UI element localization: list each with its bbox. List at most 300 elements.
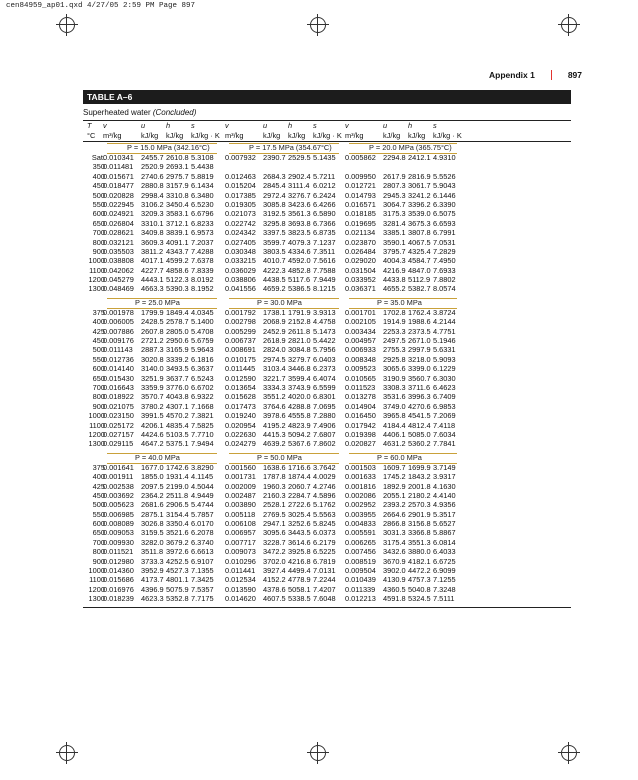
temperature-cell: 1200 — [88, 275, 105, 285]
v-cell: 0.027157 — [103, 429, 134, 439]
h-cell: 4592.0 — [288, 256, 311, 266]
v-cell: 0.010341 — [103, 153, 134, 162]
h-cell: 3776.0 — [166, 382, 189, 392]
s-cell: 7.4906 — [313, 420, 336, 430]
v-cell: 0.014904 — [345, 401, 376, 411]
u-cell: 3085.8 — [263, 199, 286, 209]
s-cell: 6.5230 — [191, 199, 214, 209]
v-cell: 0.013278 — [345, 392, 376, 402]
h-cell: 3276.7 — [288, 190, 311, 200]
u-cell: 1609.7 — [383, 462, 406, 472]
h-cell: 5085.0 — [408, 429, 431, 439]
u-cell: 3952.9 — [141, 566, 164, 576]
h-cell: 4823.9 — [288, 420, 311, 430]
v-cell: 0.017385 — [225, 190, 256, 200]
v-cell: 0.015686 — [103, 575, 134, 585]
s-cell: 6.4033 — [433, 547, 456, 557]
table-row — [83, 209, 571, 218]
s-cell: 6.8301 — [313, 392, 336, 402]
h-cell: 2722.6 — [288, 500, 311, 510]
h-cell: 2152.8 — [288, 317, 311, 327]
h-cell: 1791.9 — [288, 307, 311, 317]
v-cell: 0.002105 — [345, 317, 376, 327]
table-row — [83, 439, 571, 448]
u-cell: 2947.1 — [263, 519, 286, 529]
temperature-cell: 1300 — [88, 439, 105, 449]
table-row — [83, 345, 571, 354]
s-cell: 6.0814 — [433, 537, 456, 547]
temperature-cell: 350 — [92, 162, 105, 172]
s-cell: 5.9093 — [433, 354, 456, 364]
h-cell: 4020.0 — [288, 392, 311, 402]
v-cell: 0.001641 — [103, 462, 134, 472]
h-cell: 4757.3 — [408, 575, 431, 585]
h-cell: 4252.5 — [166, 556, 189, 566]
u-cell: 2160.3 — [263, 490, 286, 500]
v-cell: 0.010175 — [225, 354, 256, 364]
u-cell: 4195.2 — [263, 420, 286, 430]
v-cell: 0.006737 — [225, 336, 256, 346]
s-cell: 4.4758 — [313, 317, 336, 327]
v-cell: 0.012736 — [103, 354, 134, 364]
h-cell: 4079.3 — [288, 237, 311, 247]
h-cell: 5058.1 — [288, 584, 311, 594]
s-cell: 6.2179 — [313, 537, 336, 547]
h-cell: 4812.4 — [408, 420, 431, 430]
v-cell: 0.048469 — [103, 284, 134, 294]
u-cell: 3310.1 — [141, 218, 164, 228]
h-cell: 3679.2 — [166, 537, 189, 547]
v-cell: 0.013654 — [225, 382, 256, 392]
s-cell: 3.9313 — [313, 307, 336, 317]
table-row — [83, 557, 571, 566]
running-head-divider — [551, 70, 552, 80]
temperature-cell: 650 — [92, 373, 105, 383]
s-cell: 5.6527 — [433, 519, 456, 529]
s-cell: 7.6807 — [313, 429, 336, 439]
table-row — [83, 308, 571, 317]
h-cell: 4778.9 — [288, 575, 311, 585]
v-cell: 0.011445 — [225, 364, 256, 374]
column-header-u-g2: u — [263, 121, 268, 130]
s-cell: 7.1355 — [191, 566, 214, 576]
s-cell: 7.5111 — [433, 594, 455, 604]
temperature-cell: 1300 — [88, 284, 105, 294]
u-cell: 3927.4 — [263, 566, 286, 576]
s-cell: 6.4266 — [313, 199, 336, 209]
s-cell: 7.6378 — [191, 256, 214, 266]
h-cell: 3450.4 — [166, 199, 189, 209]
h-cell: 5122.3 — [166, 275, 189, 285]
u-cell: 3570.7 — [141, 392, 164, 402]
s-cell: 6.7991 — [433, 228, 456, 238]
pressure-label-2-1: P = 25.0 MPa — [135, 297, 180, 307]
v-cell: 0.025172 — [103, 420, 134, 430]
v-cell: 0.009176 — [103, 336, 134, 346]
u-cell: 3811.2 — [141, 246, 164, 256]
s-cell: 8.0574 — [433, 284, 456, 294]
s-cell: 5.8819 — [191, 171, 214, 181]
running-head — [489, 70, 582, 80]
s-cell: 5.7211 — [313, 171, 336, 181]
u-cell: 2618.9 — [263, 336, 286, 346]
h-cell: 4541.5 — [408, 411, 431, 421]
temperature-cell: 800 — [92, 392, 105, 402]
v-cell: 0.017942 — [345, 420, 376, 430]
u-cell: 3670.9 — [383, 556, 406, 566]
h-cell: 4584.7 — [408, 256, 431, 266]
column-header-s-g3: s — [433, 121, 437, 130]
s-cell: 7.0131 — [313, 566, 336, 576]
s-cell: 7.1255 — [433, 575, 456, 585]
h-cell: 4270.6 — [408, 401, 431, 411]
h-cell: 2001.8 — [408, 481, 431, 491]
s-cell: 7.4288 — [191, 246, 214, 256]
v-cell: 0.002798 — [225, 317, 256, 327]
u-cell: 2390.7 — [263, 153, 286, 162]
h-cell: 3551.3 — [408, 537, 431, 547]
pressure-label-2-2: P = 30.0 MPa — [257, 297, 302, 307]
v-cell: 0.014360 — [103, 566, 134, 576]
v-cell: 0.005862 — [345, 153, 376, 162]
h-cell: 1699.9 — [408, 462, 431, 472]
temperature-cell: 1000 — [88, 566, 105, 576]
h-cell: 4847.0 — [408, 265, 431, 275]
s-cell: 6.5075 — [433, 209, 456, 219]
v-cell: 0.018239 — [103, 594, 134, 604]
temperature-cell: 1200 — [88, 429, 105, 439]
v-cell: 0.015204 — [225, 181, 256, 191]
v-cell: 0.007886 — [103, 326, 134, 336]
temperature-cell: 600 — [92, 364, 105, 374]
column-unit-h-g2: kJ/kg — [288, 131, 306, 140]
u-cell: 3590.1 — [383, 237, 406, 247]
page-number: 897 — [567, 70, 582, 80]
table-row — [83, 594, 571, 603]
s-cell: 4.5044 — [191, 481, 214, 491]
v-cell: 0.009523 — [345, 364, 376, 374]
u-cell: 1677.0 — [141, 462, 164, 472]
header-row-symbols — [83, 121, 571, 131]
v-cell: 0.028621 — [103, 228, 134, 238]
column-unit-u-g3: kJ/kg — [383, 131, 401, 140]
h-cell: 2412.1 — [408, 153, 431, 162]
u-cell: 4433.8 — [383, 275, 406, 285]
s-cell: 7.9449 — [313, 275, 336, 285]
v-cell: 0.036371 — [345, 284, 376, 294]
v-cell: 0.005299 — [225, 326, 256, 336]
table-caption — [83, 108, 196, 117]
h-cell: 3399.0 — [408, 364, 431, 374]
temperature-cell: 450 — [92, 336, 105, 346]
table-row — [83, 284, 571, 293]
h-cell: 5386.5 — [288, 284, 311, 294]
pressure-row-1 — [83, 142, 571, 153]
v-cell: 0.027405 — [225, 237, 256, 247]
v-cell: 0.038808 — [103, 256, 134, 266]
u-cell: 2393.2 — [383, 500, 406, 510]
u-cell: 4438.5 — [263, 275, 286, 285]
temperature-cell: 1300 — [88, 594, 105, 604]
h-cell: 4801.1 — [166, 575, 189, 585]
v-cell: 0.006265 — [345, 537, 376, 547]
table-row — [83, 153, 571, 162]
s-cell: 5.7956 — [313, 345, 336, 355]
s-cell: 6.6613 — [191, 547, 214, 557]
v-cell: 0.009930 — [103, 537, 134, 547]
u-cell: 2455.7 — [141, 153, 164, 162]
table-row — [83, 402, 571, 411]
u-cell: 4130.9 — [383, 575, 406, 585]
s-cell: 6.1229 — [433, 364, 456, 374]
column-unit-h-g1: kJ/kg — [166, 131, 184, 140]
s-cell: 6.5225 — [313, 547, 336, 557]
temperature-cell: 375 — [92, 462, 105, 472]
s-cell: 7.7841 — [433, 439, 456, 449]
u-cell: 4647.2 — [141, 439, 164, 449]
u-cell: 2664.6 — [383, 509, 406, 519]
v-cell: 0.012721 — [345, 181, 376, 191]
pressure-label-1-3: P = 20.0 MPa (365.75°C) — [369, 143, 452, 152]
h-cell: 5324.5 — [408, 594, 431, 604]
s-cell: 8.1952 — [191, 284, 214, 294]
h-cell: 3061.7 — [408, 181, 431, 191]
h-cell: 3025.4 — [288, 509, 311, 519]
s-cell: 5.4438 — [191, 162, 214, 172]
u-cell: 3192.5 — [263, 209, 286, 219]
h-cell: 2997.9 — [408, 345, 431, 355]
s-cell: 6.7819 — [313, 556, 336, 566]
v-cell: 0.001816 — [345, 481, 376, 491]
s-cell: 6.9573 — [191, 228, 214, 238]
s-cell: 6.2424 — [313, 190, 336, 200]
h-cell: 3279.7 — [288, 354, 311, 364]
u-cell: 3065.6 — [383, 364, 406, 374]
u-cell: 2807.3 — [383, 181, 406, 191]
v-cell: 0.008519 — [345, 556, 376, 566]
u-cell: 3803.5 — [263, 246, 286, 256]
h-cell: 5338.5 — [288, 594, 311, 604]
u-cell: 3334.3 — [263, 382, 286, 392]
h-cell: 5382.7 — [408, 284, 431, 294]
s-cell: 6.0170 — [191, 519, 214, 529]
column-header-h-g3: h — [408, 121, 413, 130]
s-cell: 6.4623 — [433, 382, 456, 392]
temperature-cell: 425 — [92, 326, 105, 336]
h-cell: 3637.7 — [166, 373, 189, 383]
h-cell: 3614.6 — [288, 537, 311, 547]
s-cell: 7.4118 — [433, 420, 456, 430]
table-row — [83, 162, 571, 171]
u-cell: 4396.9 — [141, 584, 164, 594]
u-cell: 3764.6 — [263, 401, 286, 411]
s-cell: 5.9043 — [433, 181, 456, 191]
s-cell: 5.1435 — [313, 153, 336, 162]
u-cell: 1738.1 — [263, 307, 286, 317]
s-cell: 7.9494 — [191, 439, 214, 449]
file-slug: cen84959_ap01.qxd 4/27/05 2:59 PM Page 897 — [6, 2, 196, 10]
v-cell: 0.010439 — [345, 575, 376, 585]
temperature-cell: 1100 — [89, 420, 105, 430]
v-cell: 0.026484 — [345, 246, 376, 256]
h-cell: 4599.2 — [166, 256, 189, 266]
v-cell: 0.006108 — [225, 519, 256, 529]
table-row — [83, 238, 571, 247]
h-cell: 3310.8 — [166, 190, 189, 200]
s-cell: 4.2144 — [433, 317, 456, 327]
column-header-v-g1: v — [103, 121, 107, 130]
s-cell: 7.3425 — [191, 575, 214, 585]
h-cell: 4499.4 — [288, 566, 311, 576]
v-cell: 0.021073 — [225, 209, 256, 219]
h-cell: 3446.8 — [288, 364, 311, 374]
pressure-label-3-3: P = 60.0 MPa — [377, 452, 422, 462]
s-cell: 4.4140 — [433, 490, 456, 500]
u-cell: 2755.3 — [383, 345, 406, 355]
temperature-cell: 400 — [92, 472, 105, 482]
u-cell: 2068.9 — [263, 317, 286, 327]
u-cell: 1914.9 — [383, 317, 406, 327]
s-cell: 3.8290 — [191, 462, 214, 472]
table-row — [83, 275, 571, 284]
u-cell: 3295.8 — [263, 218, 286, 228]
pressure-label-2-3: P = 35.0 MPa — [377, 297, 422, 307]
h-cell: 3521.6 — [166, 528, 189, 538]
h-cell: 3157.9 — [166, 181, 189, 191]
h-cell: 2821.0 — [288, 336, 311, 346]
h-cell: 4325.4 — [408, 246, 431, 256]
h-cell: 3712.1 — [166, 218, 189, 228]
temperature-cell: 900 — [92, 556, 105, 566]
v-cell: 0.045279 — [103, 275, 134, 285]
h-cell: 4334.6 — [288, 246, 311, 256]
u-cell: 4173.7 — [141, 575, 164, 585]
column-header-v-g3: v — [345, 121, 349, 130]
column-header-u-g1: u — [141, 121, 146, 130]
s-cell: 6.9322 — [191, 392, 214, 402]
s-cell: 7.2244 — [313, 575, 336, 585]
v-cell: 0.020827 — [345, 439, 376, 449]
s-cell: 5.8245 — [313, 519, 336, 529]
v-cell: 0.020954 — [225, 420, 256, 430]
s-cell: 7.3511 — [313, 246, 336, 256]
v-cell: 0.015671 — [103, 171, 134, 181]
u-cell: 1702.8 — [383, 307, 406, 317]
v-cell: 0.020828 — [103, 190, 134, 200]
h-cell: 2060.7 — [288, 481, 311, 491]
table-row — [83, 482, 571, 491]
temperature-cell: 450 — [92, 181, 105, 191]
v-cell: 0.011521 — [103, 547, 134, 557]
s-cell: 7.3248 — [433, 584, 456, 594]
temperature-cell: Sat. — [91, 153, 105, 162]
u-cell: 3599.7 — [263, 237, 286, 247]
temperature-cell: 375 — [92, 307, 105, 317]
s-cell: 6.9853 — [433, 401, 456, 411]
temperature-cell: 1000 — [88, 411, 105, 421]
h-cell: 5094.2 — [288, 429, 311, 439]
s-cell: 5.6331 — [433, 345, 456, 355]
v-cell: 0.022742 — [225, 218, 256, 228]
s-cell: 6.6725 — [433, 556, 456, 566]
s-cell: 7.4207 — [313, 584, 336, 594]
table-row — [83, 463, 571, 472]
u-cell: 3749.0 — [383, 401, 406, 411]
s-cell: 7.5825 — [191, 420, 214, 430]
column-unit-u-g2: kJ/kg — [263, 131, 281, 140]
h-cell: 3366.8 — [408, 528, 431, 538]
u-cell: 3780.2 — [141, 401, 164, 411]
v-cell: 0.003434 — [345, 326, 376, 336]
h-cell: 3743.9 — [288, 382, 311, 392]
h-cell: 5367.6 — [288, 439, 311, 449]
v-cell: 0.013590 — [225, 584, 256, 594]
v-cell: 0.006933 — [345, 345, 376, 355]
v-cell: 0.012463 — [225, 171, 256, 181]
s-cell: 8.0192 — [191, 275, 214, 285]
s-cell: 5.9643 — [191, 345, 214, 355]
registration-mark-bottom-left — [56, 742, 78, 764]
u-cell: 3228.7 — [263, 537, 286, 547]
u-cell: 3209.3 — [141, 209, 164, 219]
h-cell: 2511.8 — [166, 490, 189, 500]
h-cell: 4043.8 — [166, 392, 189, 402]
u-cell: 3140.0 — [141, 364, 164, 374]
h-cell: 3423.6 — [288, 199, 311, 209]
v-cell: 0.032121 — [103, 237, 134, 247]
h-cell: 3111.4 — [288, 181, 310, 191]
h-cell: 5075.9 — [166, 584, 189, 594]
v-cell: 0.012590 — [225, 373, 256, 383]
u-cell: 3064.7 — [383, 199, 406, 209]
h-cell: 2671.0 — [408, 336, 431, 346]
h-cell: 2284.7 — [288, 490, 311, 500]
s-cell: 7.2829 — [433, 246, 456, 256]
temperature-cell: 800 — [92, 237, 105, 247]
u-cell: 1745.2 — [383, 472, 406, 482]
h-cell: 2805.0 — [166, 326, 189, 336]
u-cell: 4655.2 — [383, 284, 406, 294]
s-cell: 4.9356 — [433, 500, 456, 510]
table-row — [83, 355, 571, 364]
s-cell: 6.9107 — [191, 556, 214, 566]
v-cell: 0.012980 — [103, 556, 134, 566]
v-cell: 0.029020 — [345, 256, 376, 266]
u-cell: 3106.2 — [141, 199, 164, 209]
temperature-cell: 900 — [92, 246, 105, 256]
h-cell: 2611.8 — [288, 326, 311, 336]
h-cell: 4091.1 — [166, 237, 189, 247]
v-cell: 0.009073 — [225, 547, 256, 557]
v-cell: 0.002487 — [225, 490, 256, 500]
h-cell: 3539.0 — [408, 209, 431, 219]
v-cell: 0.001731 — [225, 472, 256, 482]
s-cell: 8.1215 — [313, 284, 336, 294]
u-cell: 2824.0 — [263, 345, 286, 355]
u-cell: 4631.2 — [383, 439, 406, 449]
u-cell: 4227.7 — [141, 265, 164, 275]
u-cell: 3026.8 — [141, 519, 164, 529]
u-cell: 3359.9 — [141, 382, 164, 392]
u-cell: 3308.3 — [383, 382, 406, 392]
s-cell: 5.8867 — [433, 528, 456, 538]
u-cell: 3175.3 — [383, 209, 406, 219]
registration-mark-top-left — [56, 14, 78, 36]
table-row — [83, 538, 571, 547]
h-cell: 4343.7 — [166, 246, 189, 256]
h-cell: 3493.5 — [166, 364, 189, 374]
v-cell: 0.023870 — [345, 237, 376, 247]
